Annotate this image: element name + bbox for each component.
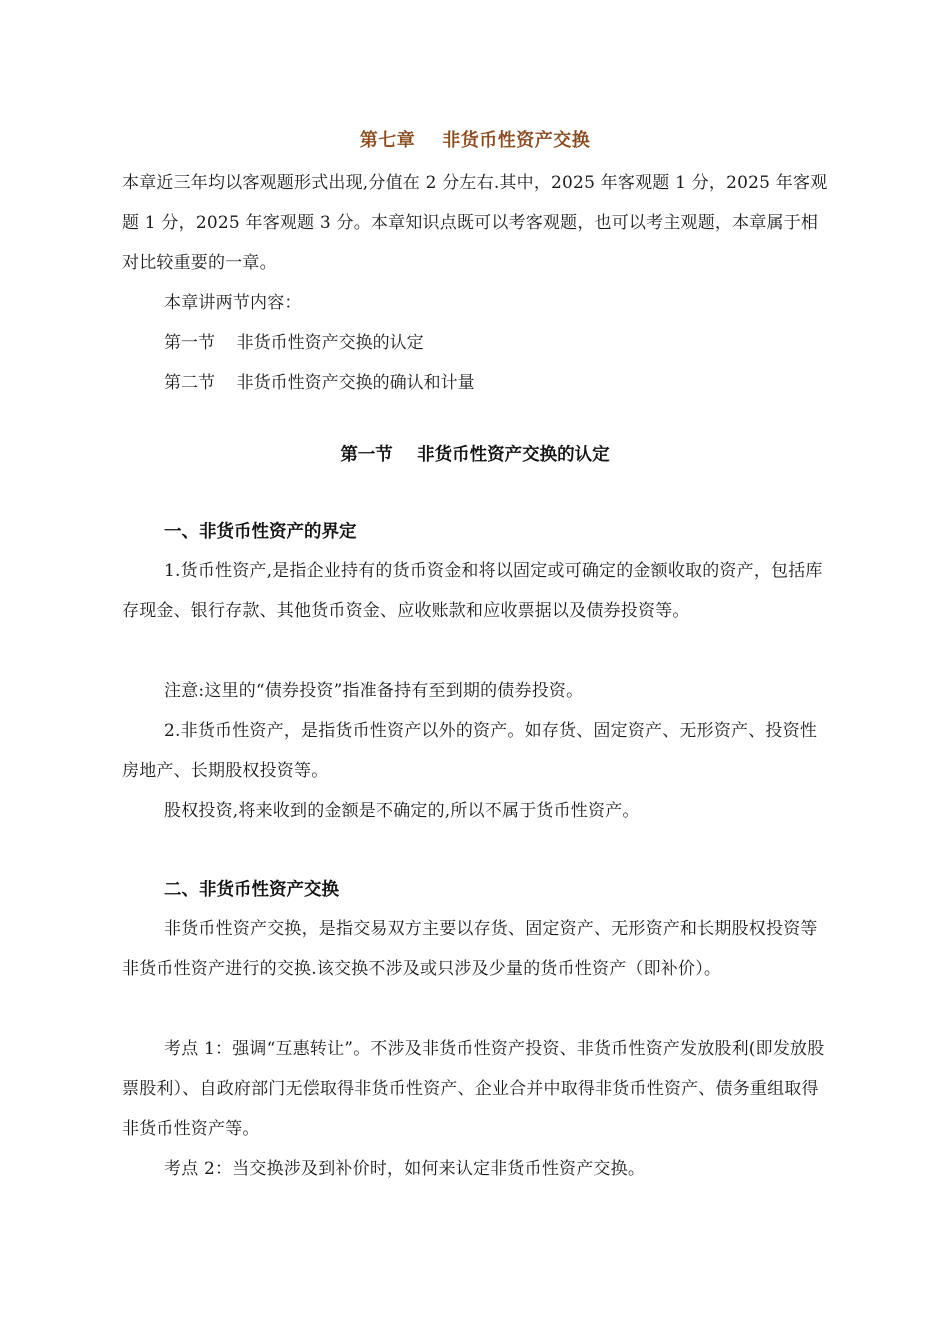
chapter-title: 第七章 非货币性资产交换 — [359, 130, 591, 151]
toc-item-1: 第一节 非货币性资产交换的认定 — [164, 333, 424, 353]
part-1-paragraph-non-monetary-assets: 2.非货币性资产，是指货币性资产以外的资产。如存货、固定资产、无形资产、投资性房地产、长期股权投资等。 — [122, 721, 818, 781]
chapter-intro-paragraph: 本章近三年均以客观题形式出现,分值在 2 分左右.其中，2025 年客观题 1 分，2025 年客观题 1 分，2025 年客观题 3 分。本章知识点既可以考客观题，也可以考主观题，本章属于相对比较重要的一章。 — [122, 173, 828, 273]
part-1-paragraph-equity-investment: 股权投资,将来收到的金额是不确定的,所以不属于货币性资产。 — [164, 801, 640, 821]
part-1-heading: 一、非货币性资产的界定 — [164, 522, 357, 542]
part-2-paragraph-point-2: 考点 2：当交换涉及到补价时，如何来认定非货币性资产交换。 — [164, 1159, 646, 1179]
part-2-heading: 二、非货币性资产交换 — [164, 880, 339, 900]
part-2-paragraph-point-1: 考点 1：强调“互惠转让”。不涉及非货币性资产投资、非货币性资产发放股利(即发放股票股利）、自政府部门无偿取得非货币性资产、企业合并中取得非货币性资产、债务重组取得非货币性资产等。 — [122, 1039, 825, 1139]
part-2-paragraph-definition: 非货币性资产交换，是指交易双方主要以存货、固定资产、无形资产和长期股权投资等非货币性资产进行的交换.该交换不涉及或只涉及少量的货币性资产（即补价）。 — [122, 919, 818, 979]
part-1-paragraph-monetary-assets: 1.货币性资产,是指企业持有的货币资金和将以固定或可确定的金额收取的资产，包括库存现金、银行存款、其他货币资金、应收账款和应收票据以及债券投资等。 — [122, 561, 823, 621]
section-1-title: 第一节 非货币性资产交换的认定 — [340, 445, 610, 465]
sections-intro: 本章讲两节内容： — [164, 293, 302, 313]
toc-item-2: 第二节 非货币性资产交换的确认和计量 — [164, 373, 475, 393]
part-1-note: 注意:这里的“债券投资”指准备持有至到期的债券投资。 — [164, 681, 584, 701]
